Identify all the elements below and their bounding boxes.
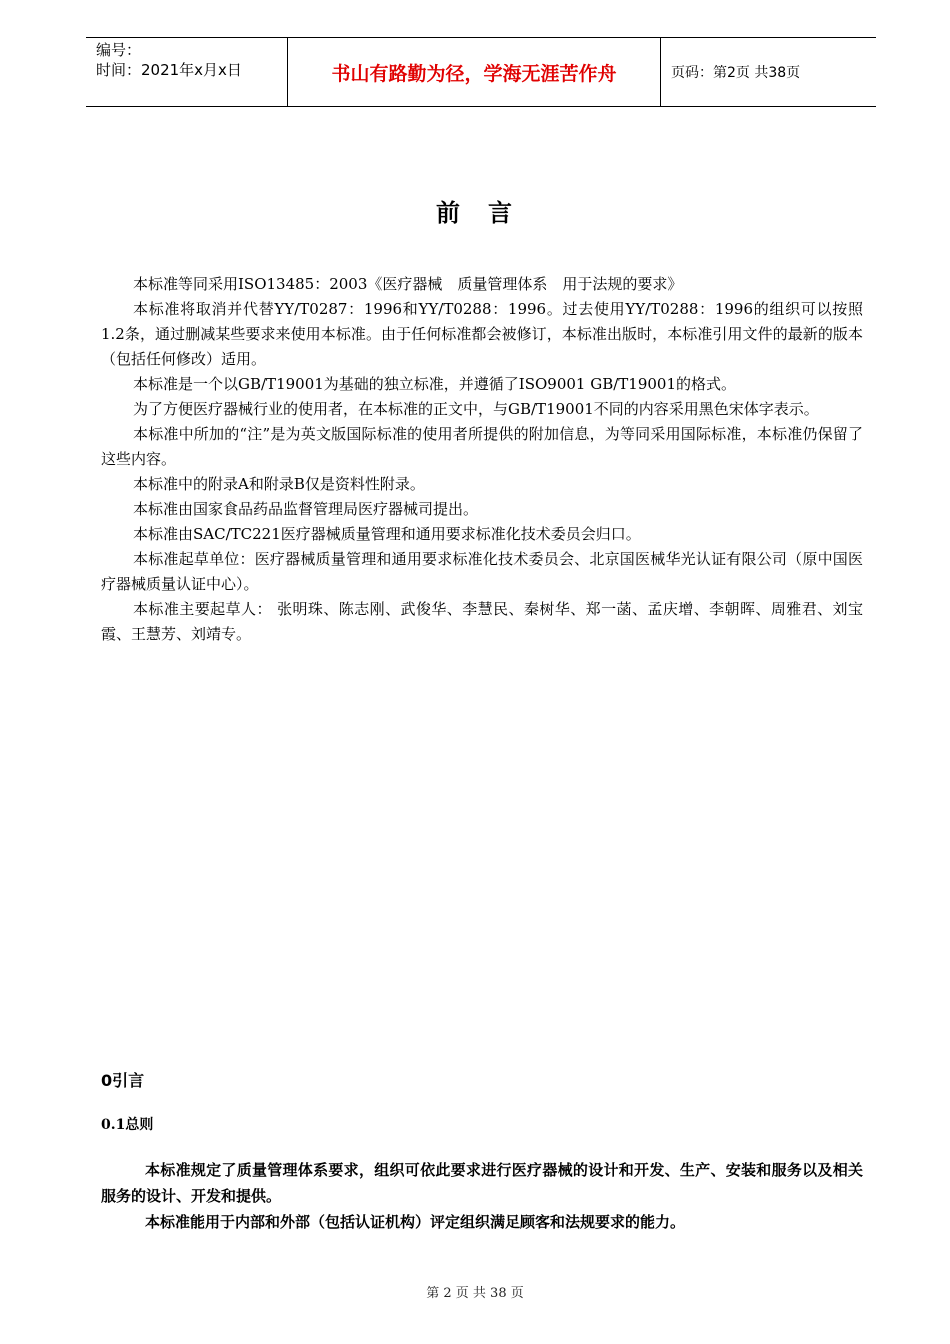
time-label: 时间：2021年x月x日 <box>96 61 242 79</box>
document-header <box>86 37 876 107</box>
preface-body <box>101 272 863 647</box>
intro-paragraph: 本标准规定了质量管理体系要求，组织可依此要求进行医疗器械的设计和开发、生产、安装和服务以及相关服务的设计、开发和提供。 <box>101 1161 863 1205</box>
preface-paragraph: 本标准起草单位：医疗器械质量管理和通用要求标准化技术委员会、北京国医械华光认证有限公司（原中国医疗器械质量认证中心）。 <box>101 550 863 593</box>
preface-paragraph: 本标准是一个以GB/T19001为基础的独立标准，并遵循了ISO9001 GB/T19001的格式。 <box>133 375 737 393</box>
preface-paragraph: 为了方便医疗器械行业的使用者，在本标准的正文中，与GB/T19001不同的内容采用黑色宋体字表示。 <box>133 400 819 418</box>
preface-paragraph: 本标准中所加的“注”是为英文版国际标准的使用者所提供的附加信息，为等同采用国际标准，本标准仍保留了这些内容。 <box>101 425 863 468</box>
page-footer: 第 2 页 共 38 页 <box>426 1286 524 1301</box>
section-0-heading: 0引言 <box>101 1071 145 1090</box>
title-char-1: 前 <box>436 199 462 227</box>
header-meta <box>86 38 288 106</box>
preface-paragraph: 本标准主要起草人： 张明珠、陈志刚、武俊华、李慧民、秦树华、郑一菡、孟庆增、李朝晖、周雅君、刘宝霞、王慧芳、刘靖专。 <box>101 600 863 643</box>
page-title <box>0 193 950 228</box>
section-0-1-body <box>101 1157 863 1235</box>
header-motto: 书山有路勤为径，学海无涯苦作舟 <box>288 38 661 106</box>
preface-paragraph: 本标准中的附录A和附录B仅是资料性附录。 <box>133 475 425 493</box>
section-0-1-heading: 0.1总则 <box>101 1117 154 1133</box>
preface-paragraph: 本标准等同采用ISO13485：2003《医疗器械 质量管理体系 用于法规的要求》 <box>133 275 683 293</box>
intro-paragraph: 本标准能用于内部和外部（包括认证机构）评定组织满足顾客和法规要求的能力。 <box>145 1213 686 1231</box>
preface-paragraph: 本标准由国家食品药品监督管理局医疗器械司提出。 <box>133 500 479 518</box>
preface-paragraph: 本标准将取消并代替YY/T0287：1996和YY/T0288：1996。过去使用YY/T0288：1996的组织可以按照1.2条，通过删减某些要求来使用本标准。由于任何标准都会被修订，本标准出版时，本标准引用文件的最新的版本（包括任何修改）适用。 <box>101 300 863 368</box>
preface-paragraph: 本标准由SAC/TC221医疗器械质量管理和通用要求标准化技术委员会归口。 <box>133 525 641 543</box>
header-page-info: 页码：第2页 共38页 <box>671 65 801 81</box>
title-char-2: 言 <box>488 199 514 227</box>
number-label: 编号： <box>96 41 142 59</box>
